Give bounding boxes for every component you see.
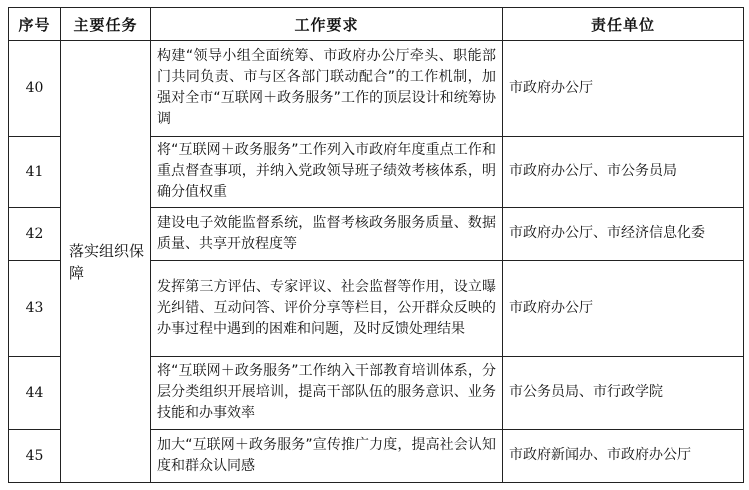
row-unit: 市政府新闻办、市政府办公厅 [503, 429, 744, 482]
row-requirement: 将“互联网＋政务服务”工作纳入干部教育培训体系，分层分类组织开展培训，提高干部队伍的服务意识、业务技能和办事效率 [151, 356, 503, 429]
row-number: 42 [9, 208, 61, 261]
row-number: 40 [9, 41, 61, 137]
row-number: 45 [9, 429, 61, 482]
row-unit: 市公务员局、市行政学院 [503, 356, 744, 429]
header-row [9, 8, 744, 41]
row-unit: 市政府办公厅 [503, 260, 744, 356]
main-task: 落实组织保障 [61, 41, 151, 483]
row-number: 41 [9, 136, 61, 207]
row-number: 43 [9, 260, 61, 356]
row-number: 44 [9, 356, 61, 429]
header-no: 序号 [9, 8, 61, 41]
task-table [8, 7, 744, 483]
header-task: 主要任务 [61, 8, 151, 41]
row-unit: 市政府办公厅、市公务员局 [503, 136, 744, 207]
header-unit: 责任单位 [503, 8, 744, 41]
row-requirement: 加大“互联网＋政务服务”宣传推广力度，提高社会认知度和群众认同感 [151, 429, 503, 482]
header-requirement: 工作要求 [151, 8, 503, 41]
table-row [9, 41, 744, 137]
row-unit: 市政府办公厅 [503, 41, 744, 137]
row-requirement: 构建“领导小组全面统筹、市政府办公厅牵头、职能部门共同负责、市与区各部门联动配合”的工作机制，加强对全市“互联网＋政务服务”工作的顶层设计和统筹协调 [151, 41, 503, 137]
row-unit: 市政府办公厅、市经济信息化委 [503, 208, 744, 261]
row-requirement: 将“互联网＋政务服务”工作列入市政府年度重点工作和重点督查事项，并纳入党政领导班子绩效考核体系，明确分值权重 [151, 136, 503, 207]
row-requirement: 建设电子效能监督系统，监督考核政务服务质量、数据质量、共享开放程度等 [151, 208, 503, 261]
row-requirement: 发挥第三方评估、专家评议、社会监督等作用，设立曝光纠错、互动问答、评价分享等栏目，公开群众反映的办事过程中遇到的困难和问题，及时反馈处理结果 [151, 260, 503, 356]
